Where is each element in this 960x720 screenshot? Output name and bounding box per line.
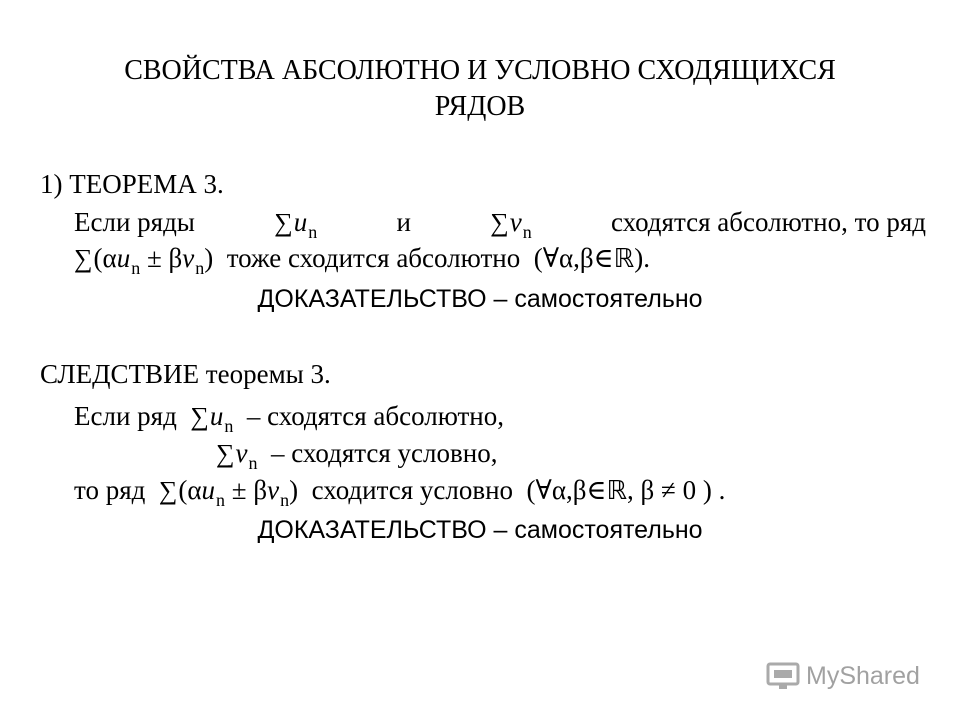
watermark-text: MyShared <box>806 661 920 690</box>
theorem-statement-line-1 <box>74 206 926 241</box>
also-absolute-text: тоже сходится абсолютно <box>226 243 521 273</box>
sum-v-n: $\sum v_n$ <box>490 207 532 242</box>
theorem-statement-line-2: $\sum(\alpha u_n \pm \beta v_n)$ тоже сходится абсолютно (∀α,β∈ℝ). <box>74 243 650 278</box>
and-text: и <box>396 207 411 237</box>
sum-symbol: ∑ <box>274 208 293 237</box>
corollary-proof: ДОКАЗАТЕЛЬСТВО – самостоятельно <box>257 516 703 544</box>
sum-symbol: ∑ <box>158 476 178 505</box>
corollary-line-2: $\sum v_n$ – сходятся условно, <box>216 438 498 473</box>
theorem-heading: 1) ТЕОРЕМА 3. <box>40 169 224 199</box>
if-series-text: Если ряды <box>74 207 195 237</box>
sum-symbol: ∑ <box>74 244 93 273</box>
real-numbers-symbol: ℝ <box>613 244 635 274</box>
sum-symbol: ∑ <box>216 439 235 468</box>
myshared-watermark <box>766 656 936 696</box>
myshared-logo-icon <box>766 661 800 691</box>
real-numbers-symbol: ℝ <box>606 476 628 506</box>
theorem-proof: ДОКАЗАТЕЛЬСТВО – самостоятельно <box>257 285 703 313</box>
corollary-heading: СЛЕДСТВИЕ теоремы 3. <box>40 359 331 389</box>
corollary-line-1: Если ряд $\sum u_n$ – сходятся абсолютно, <box>74 401 505 436</box>
slide-title-line-1: СВОЙСТВА АБСОЛЮТНО И УСЛОВНО СХОДЯЩИХСЯ <box>124 55 836 86</box>
converge-absolutely-text: сходятся абсолютно, то ряд <box>610 207 926 237</box>
sum-symbol: ∑ <box>190 402 209 431</box>
sum-u-n: $\sum u_n$ <box>274 207 318 242</box>
slide-title-line-2: РЯДОВ <box>434 91 526 122</box>
sum-symbol: ∑ <box>490 208 509 237</box>
corollary-line-3: то ряд $\sum(\alpha u_n \pm \beta v_n)$ сходится условно (∀α,β∈ℝ, β ≠ 0 ) . <box>74 475 726 510</box>
